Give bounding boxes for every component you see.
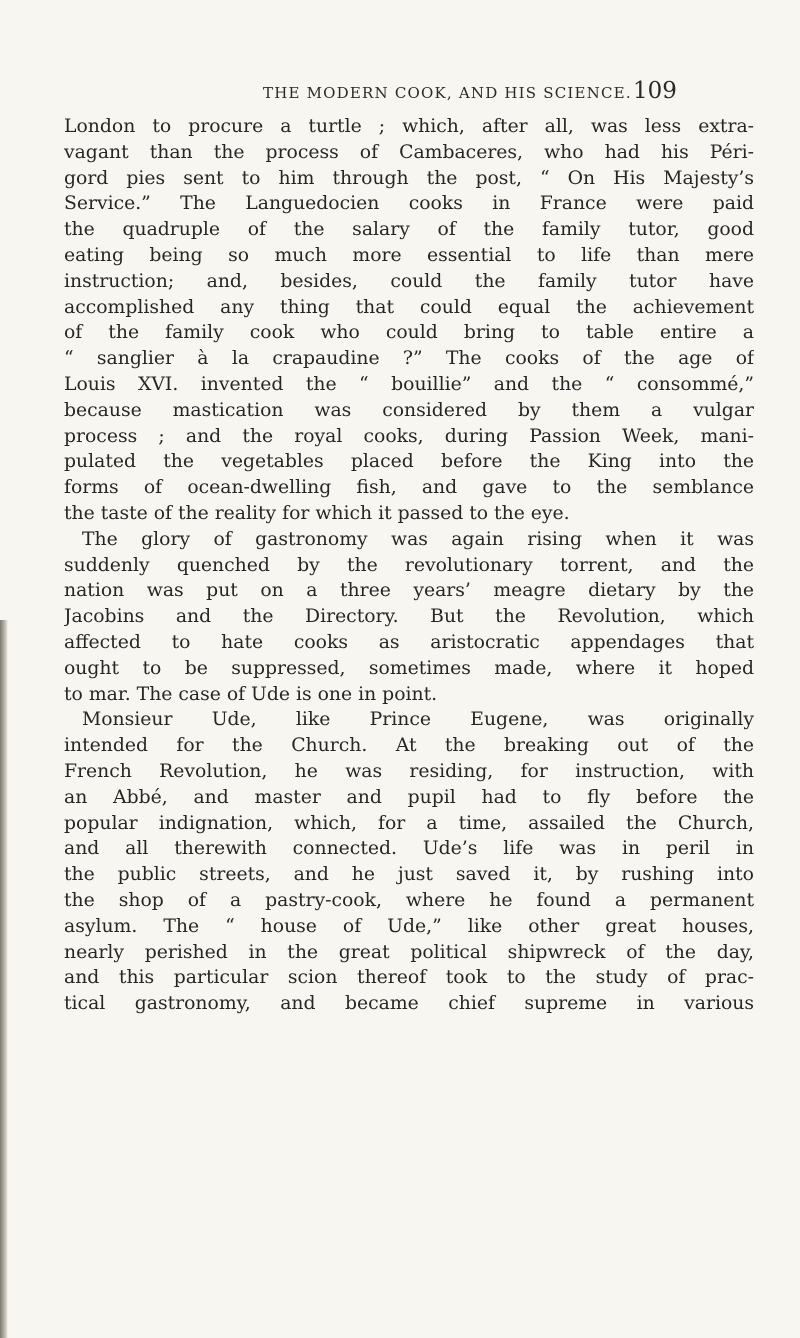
text-line: because mastication was considered by them a vulgar [64, 399, 754, 421]
text-line: London to procure a turtle ; which, after all, was less extra- [64, 116, 754, 137]
text-line: intended for the Church. At the breaking out of the [64, 735, 754, 757]
text-line: of the family cook who could bring to table entire a [64, 322, 754, 344]
text-line: vagant than the process of Cambaceres, who had his Péri- [64, 141, 754, 163]
text-line: the taste of the reality for which it passed to the eye. [64, 502, 570, 524]
text-line: gord pies sent to him through the post, “ On His Majesty’s [64, 167, 754, 189]
text-line: asylum. The “ house of Ude,” like other great houses, [64, 915, 754, 937]
text-line: popular indignation, which, for a time, assailed the Church, [64, 812, 754, 834]
text-line: the quadruple of the salary of the family tutor, good [64, 219, 754, 241]
text-line: nearly perished in the great political shipwreck of the day, [64, 941, 754, 963]
text-line: and all therewith connected. Ude’s life was in peril in [64, 838, 754, 860]
running-title: THE MODERN COOK, AND HIS SCIENCE. [263, 84, 632, 102]
text-line: Monsieur Ude, like Prince Eugene, was originally [82, 709, 754, 731]
text-line: to mar. The case of Ude is one in point. [64, 683, 438, 705]
text-line: affected to hate cooks as aristocratic appendages that [64, 631, 754, 653]
text-line: process ; and the royal cooks, during Passion Week, mani- [64, 425, 754, 447]
text-line: The glory of gastronomy was again rising when it was [82, 528, 754, 550]
text-line: ought to be suppressed, sometimes made, where it hoped [64, 657, 754, 679]
page-edge-shadow [0, 620, 8, 1338]
page-number: 109 [633, 78, 677, 104]
text-line: nation was put on a three years’ meagre dietary by the [64, 580, 754, 602]
running-head [263, 78, 677, 108]
text-line: suddenly quenched by the revolutionary torrent, and the [64, 554, 754, 576]
text-line: French Revolution, he was residing, for instruction, with [64, 760, 754, 782]
text-line: Jacobins and the Directory. But the Revolution, which [64, 606, 754, 628]
text-line: “ sanglier à la crapaudine ?” The cooks of the age of [64, 348, 754, 370]
text-line: and this particular scion thereof took to the study of prac- [64, 967, 754, 989]
text-line: Louis XVI. invented the “ bouillie” and the “ consommé,” [64, 373, 754, 395]
text-line: forms of ocean-dwelling fish, and gave to the semblance [64, 477, 754, 499]
text-line: accomplished any thing that could equal the achievement [64, 296, 754, 318]
text-line: eating being so much more essential to life than mere [64, 244, 754, 266]
text-line: the shop of a pastry-cook, where he found a permanent [64, 889, 754, 911]
text-line: instruction; and, besides, could the family tutor have [64, 270, 754, 292]
text-line: the public streets, and he just saved it, by rushing into [64, 864, 754, 886]
text-line: tical gastronomy, and became chief supreme in various [64, 993, 754, 1015]
text-line: an Abbé, and master and pupil had to fly before the [64, 786, 754, 808]
body-text [64, 114, 754, 1017]
text-line: Service.” The Languedocien cooks in France were paid [64, 193, 754, 215]
text-line: pulated the vegetables placed before the King into the [64, 451, 754, 473]
